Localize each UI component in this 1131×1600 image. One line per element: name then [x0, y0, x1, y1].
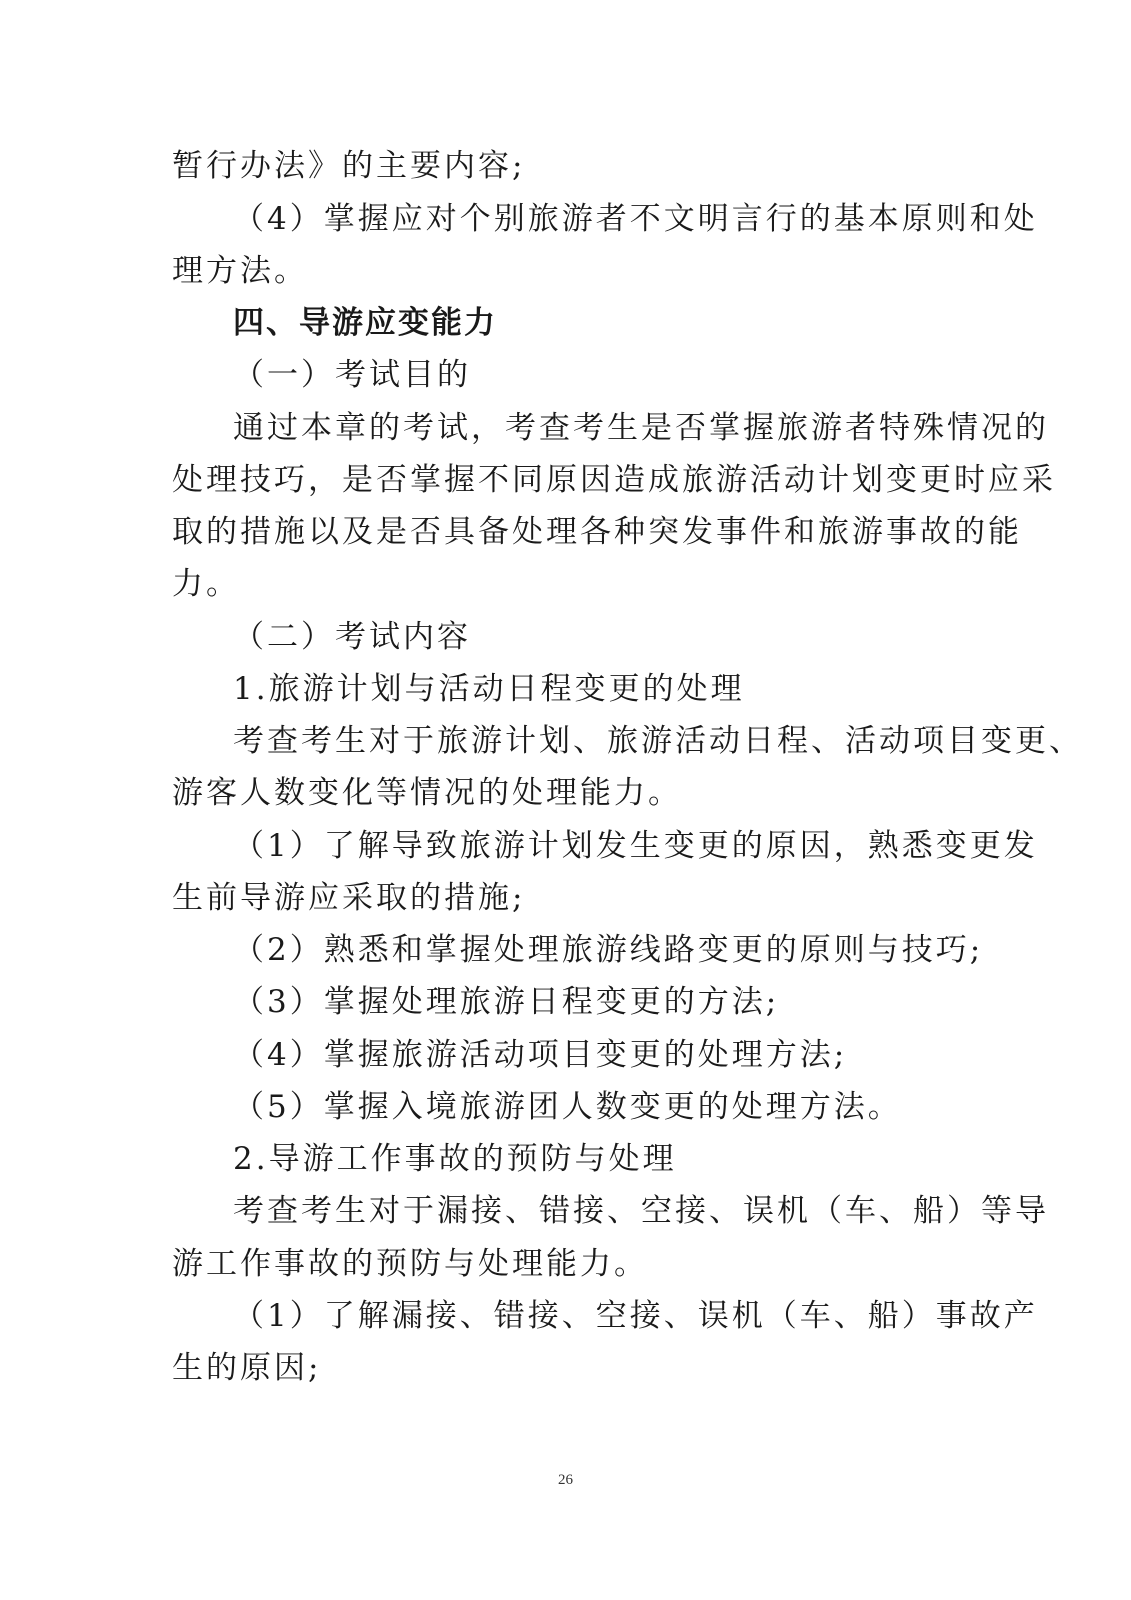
list-item-4: （4）掌握应对个别旅游者不文明言行的基本原则和处 [233, 201, 1038, 237]
page-number: 26 [558, 1472, 573, 1488]
list-item-1: （1）了解导致旅游计划发生变更的原因，熟悉变更发 [233, 828, 1038, 864]
paragraph-continuation: 暂行办法》的主要内容; [172, 148, 526, 184]
paragraph-line: 取的措施以及是否具备处理各种突发事件和旅游事故的能 [172, 514, 1022, 550]
subsection-heading-exam-purpose: （一）考试目的 [233, 357, 471, 393]
paragraph-line: 处理技巧，是否掌握不同原因造成旅游活动计划变更时应采 [172, 462, 1056, 498]
subsection-heading-exam-content: （二）考试内容 [233, 619, 471, 655]
paragraph-line: 考查考生对于漏接、错接、空接、误机（车、船）等导 [233, 1193, 1049, 1229]
paragraph-line: 考查考生对于旅游计划、旅游活动日程、活动项目变更、 [233, 723, 1083, 759]
paragraph-line: 游工作事故的预防与处理能力。 [172, 1246, 648, 1282]
list-item-1: （1）了解漏接、错接、空接、误机（车、船）事故产 [233, 1298, 1038, 1334]
list-item-3: （3）掌握处理旅游日程变更的方法; [233, 984, 780, 1020]
list-item-1-continuation: 生前导游应采取的措施; [172, 880, 526, 916]
paragraph-line: 通过本章的考试，考查考生是否掌握旅游者特殊情况的 [233, 410, 1049, 446]
numbered-heading-1: 1.旅游计划与活动日程变更的处理 [233, 671, 745, 707]
list-item-2: （2）熟悉和掌握处理旅游线路变更的原则与技巧; [233, 932, 984, 968]
list-item-4: （4）掌握旅游活动项目变更的处理方法; [233, 1037, 848, 1073]
numbered-heading-2: 2.导游工作事故的预防与处理 [233, 1141, 677, 1177]
section-heading: 四、导游应变能力 [233, 305, 497, 341]
list-item-1-continuation: 生的原因; [172, 1350, 322, 1386]
paragraph-line: 力。 [172, 566, 240, 602]
list-item-4-continuation: 理方法。 [172, 253, 308, 289]
paragraph-line: 游客人数变化等情况的处理能力。 [172, 775, 682, 811]
list-item-5: （5）掌握入境旅游团人数变更的处理方法。 [233, 1089, 902, 1125]
